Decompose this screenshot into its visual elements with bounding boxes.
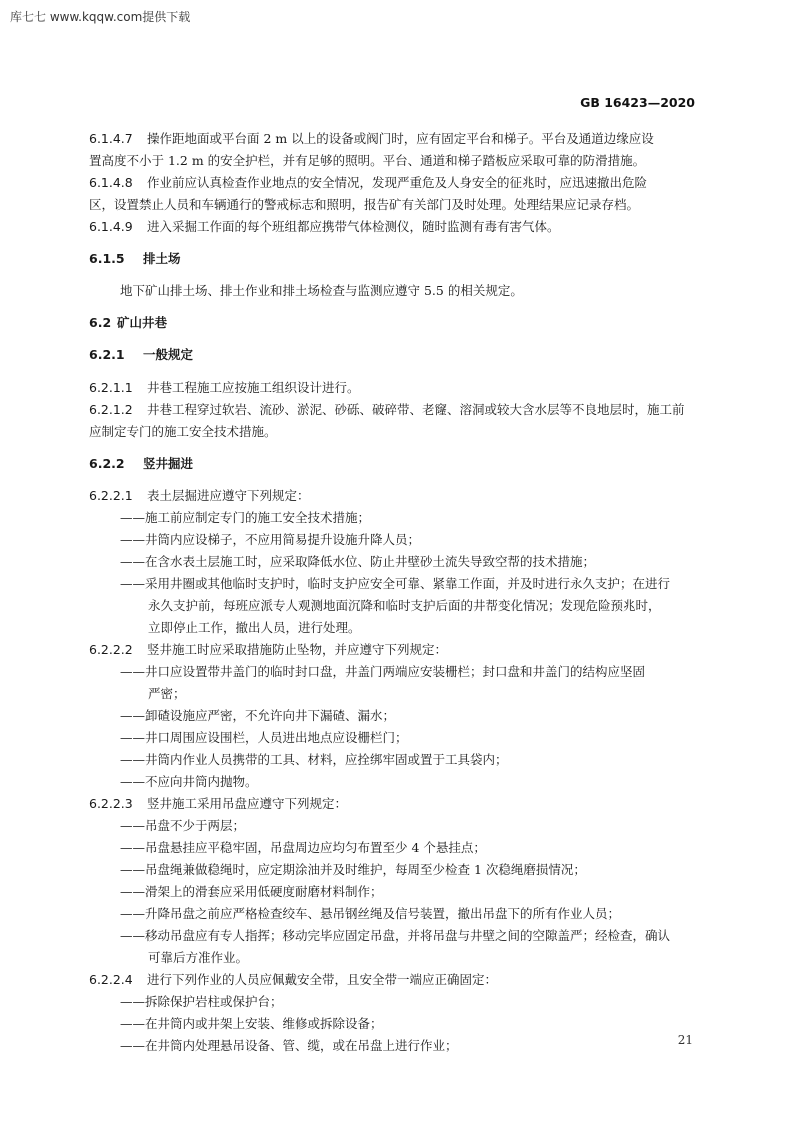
list-item: ——井口周围应设围栏，人员进出地点应设栅栏门；	[120, 730, 408, 745]
list-item: ——升降吊盘之前应严格检查绞车、悬吊钢丝绳及信号装置，撤出吊盘下的所有作业人员；	[120, 906, 621, 921]
list-item: ——井筒内应设梯子，不应用简易提升设施升降人员；	[120, 532, 421, 547]
clause-6-2-1-1	[89, 380, 360, 396]
clause-6-1-4-7	[89, 131, 654, 147]
list-item: ——在含水表土层施工时，应采取降低水位、防止井壁砂土流失导致空帮的技术措施；	[120, 554, 596, 569]
list-item: ——井口应设置带井盖门的临时封口盘，井盖门两端应安装栅栏；封口盘和井盖门的结构应坚固	[120, 664, 646, 679]
clause-6-2-2-1	[89, 488, 310, 504]
list-item-continued: 严密；	[148, 686, 186, 701]
heading-6-2-2	[89, 456, 193, 472]
clause-text-continued: 置高度不小于 1.2 m 的安全护栏，并有足够的照明。平台、通道和梯子踏板应采取可靠的防滑措施。	[89, 153, 646, 168]
clause-6-1-4-9	[89, 219, 560, 235]
clause-number: 6.1.4.7	[89, 131, 133, 146]
heading-6-2	[89, 315, 167, 331]
clause-text: 竖井施工时应采取措施防止坠物，并应遵守下列规定：	[147, 642, 448, 657]
heading-text: 竖井掘进	[143, 456, 194, 471]
heading-text: 矿山井巷	[117, 315, 168, 330]
clause-number: 6.2.2.3	[89, 796, 133, 811]
standard-number: GB 16423—2020	[580, 95, 695, 110]
heading-number: 6.1.5	[89, 251, 125, 266]
clause-6-2-1-2	[89, 402, 685, 418]
list-item: ——井筒内作业人员携带的工具、材料，应拴绑牢固或置于工具袋内；	[120, 752, 508, 767]
list-item: ——在井筒内处理悬吊设备、管、缆，或在吊盘上进行作业；	[120, 1038, 458, 1053]
list-item: ——卸碴设施应严密，不允许向井下漏碴、漏水；	[120, 708, 396, 723]
heading-number: 6.2	[89, 315, 112, 330]
clause-text: 进行下列作业的人员应佩戴安全带，且安全带一端应正确固定：	[147, 972, 498, 987]
clause-text-continued: 应制定专门的施工安全技术措施。	[89, 424, 277, 439]
site-watermark: 库七七 www.kqqw.com提供下载	[10, 10, 191, 24]
clause-6-2-2-2	[89, 642, 447, 658]
paragraph: 地下矿山排土场、排土作业和排土场检查与监测应遵守 5.5 的相关规定。	[120, 283, 523, 298]
clause-text: 竖井施工采用吊盘应遵守下列规定：	[147, 796, 348, 811]
list-item: ——吊盘悬挂应平稳牢固，吊盘周边应均匀布置至少 4 个悬挂点；	[120, 840, 486, 855]
clause-number: 6.2.2.2	[89, 642, 133, 657]
list-item-continued: 永久支护前，每班应派专人观测地面沉降和临时支护后面的井帮变化情况；发现危险预兆时，	[148, 598, 661, 613]
heading-6-2-1	[89, 347, 193, 363]
heading-text: 排土场	[143, 251, 181, 266]
clause-6-2-2-3	[89, 796, 347, 812]
clause-number: 6.2.2.4	[89, 972, 133, 987]
list-item-continued: 立即停止工作，撤出人员，进行处理。	[148, 620, 361, 635]
list-item: ——吊盘绳兼做稳绳时，应定期涂油并及时维护，每周至少检查 1 次稳绳磨损情况；	[120, 862, 586, 877]
list-item: ——施工前应制定专门的施工安全技术措施；	[120, 510, 371, 525]
heading-number: 6.2.2	[89, 456, 125, 471]
clause-number: 6.2.1.1	[89, 380, 133, 395]
list-item: ——采用井圈或其他临时支护时，临时支护应安全可靠、紧靠工作面，并及时进行永久支护；在进行	[120, 576, 671, 591]
heading-number: 6.2.1	[89, 347, 125, 362]
clause-number: 6.2.2.1	[89, 488, 133, 503]
clause-text-continued: 区，设置禁止人员和车辆通行的警戒标志和照明，报告矿有关部门及时处理。处理结果应记录存档。	[89, 197, 640, 212]
list-item: ——滑架上的滑套应采用低硬度耐磨材料制作；	[120, 884, 383, 899]
clause-number: 6.1.4.8	[89, 175, 133, 190]
clause-text: 操作距地面或平台面 2 m 以上的设备或阀门时，应有固定平台和梯子。平台及通道边缘应设	[147, 131, 654, 146]
list-item: ——拆除保护岩柱或保护台；	[120, 994, 283, 1009]
clause-6-1-4-8	[89, 175, 647, 191]
clause-6-2-2-4	[89, 972, 497, 988]
list-item: ——不应向井筒内抛物。	[120, 774, 258, 789]
heading-text: 一般规定	[143, 347, 194, 362]
clause-text: 井巷工程施工应按施工组织设计进行。	[147, 380, 360, 395]
clause-number: 6.2.1.2	[89, 402, 133, 417]
list-item: ——吊盘不少于两层；	[120, 818, 246, 833]
clause-text: 表土层掘进应遵守下列规定：	[147, 488, 310, 503]
clause-text: 井巷工程穿过软岩、流砂、淤泥、砂砾、破碎带、老窿、溶洞或较大含水层等不良地层时，施工前	[147, 402, 685, 417]
list-item: ——移动吊盘应有专人指挥；移动完毕应固定吊盘，并将吊盘与井壁之间的空隙盖严；经检查，确认	[120, 928, 671, 943]
clause-text: 进入采掘工作面的每个班组都应携带气体检测仪，随时监测有毒有害气体。	[147, 219, 560, 234]
list-item-continued: 可靠后方准作业。	[148, 950, 249, 965]
clause-text: 作业前应认真检查作业地点的安全情况，发现严重危及人身安全的征兆时，应迅速撤出危险	[147, 175, 648, 190]
clause-number: 6.1.4.9	[89, 219, 133, 234]
list-item: ——在井筒内或井架上安装、维修或拆除设备；	[120, 1016, 383, 1031]
page-number: 21	[677, 1033, 693, 1047]
heading-6-1-5	[89, 251, 181, 267]
